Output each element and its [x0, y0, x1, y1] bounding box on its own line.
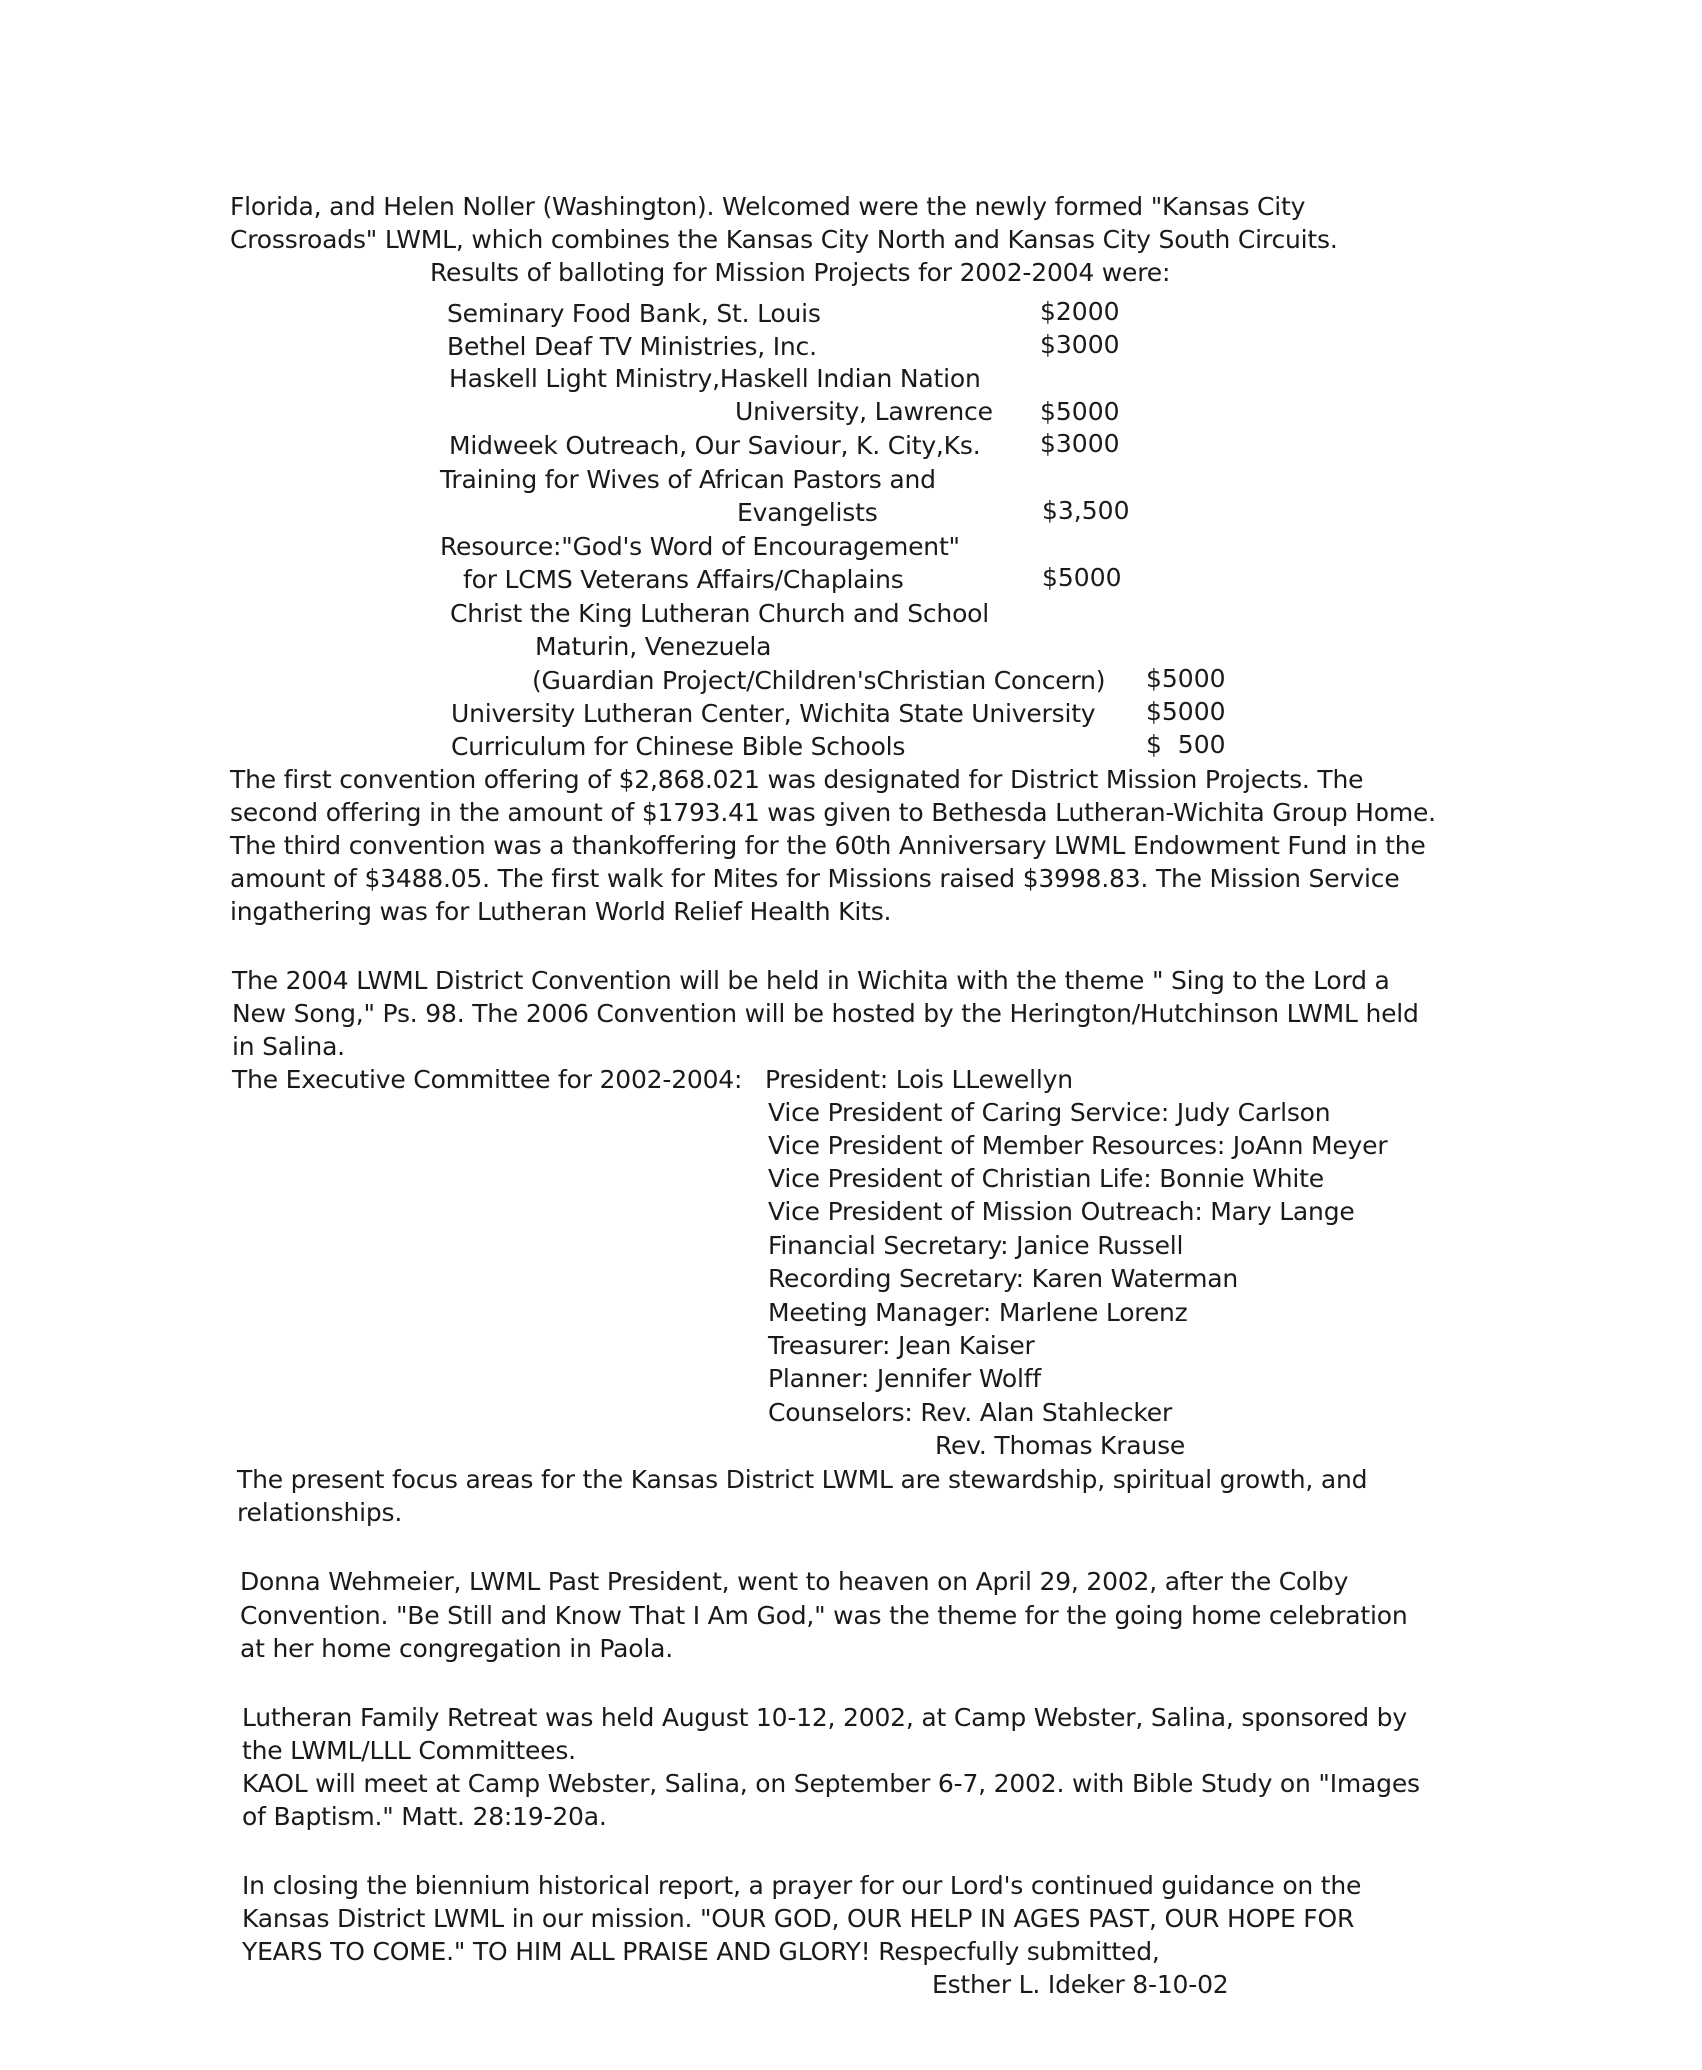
project-amount: $ 500: [1146, 730, 1226, 759]
memorial-line: at her home congregation in Paola.: [240, 1634, 673, 1663]
signature: Esther L. Ideker 8-10-02: [932, 1970, 1229, 1999]
project-name: Christ the King Lutheran Church and School: [450, 599, 990, 628]
project-name: Bethel Deaf TV Ministries, Inc.: [447, 332, 817, 361]
project-amount: $3,500: [1042, 496, 1130, 525]
executive-member: Vice President of Christian Life: Bonnie White: [768, 1164, 1324, 1193]
intro-line: Florida, and Helen Noller (Washington). Welcomed were the newly formed "Kansas City: [230, 192, 1306, 221]
executive-member: Recording Secretary: Karen Waterman: [768, 1264, 1238, 1293]
project-name: University Lutheran Center, Wichita State University: [451, 699, 1096, 728]
executive-member: Counselors: Rev. Alan Stahlecker: [768, 1398, 1173, 1427]
convention-line: The 2004 LWML District Convention will be held in Wichita with the theme " Sing to the Lord a: [232, 966, 1390, 995]
focus-line: relationships.: [237, 1498, 403, 1527]
project-name-cont: for LCMS Veterans Affairs/Chaplains: [463, 565, 904, 594]
closing-line: YEARS TO COME." TO HIM ALL PRAISE AND GLORY! Respecfully submitted,: [242, 1937, 1160, 1966]
project-name-cont: Maturin, Venezuela: [535, 632, 772, 661]
intro-line: Crossroads" LWML, which combines the Kansas City North and Kansas City South Circuits.: [230, 225, 1338, 254]
retreat-line: Lutheran Family Retreat was held August 10-12, 2002, at Camp Webster, Salina, sponsored by: [242, 1703, 1407, 1732]
closing-line: In closing the biennium historical report, a prayer for our Lord's continued guidance on the: [242, 1871, 1362, 1900]
offerings-line: The first convention offering of $2,868.021 was designated for District Mission Projects. The: [230, 765, 1364, 794]
project-name-cont: University, Lawrence: [735, 397, 993, 426]
convention-line: New Song," Ps. 98. The 2006 Convention will be hosted by the Herington/Hutchinson LWML held: [232, 999, 1419, 1028]
project-name-cont: (Guardian Project/Children'sChristian Concern): [532, 666, 1106, 695]
executive-member: Financial Secretary: Janice Russell: [768, 1231, 1184, 1260]
project-name: Haskell Light Ministry,Haskell Indian Nation: [449, 364, 981, 393]
project-name: Curriculum for Chinese Bible Schools: [451, 732, 906, 761]
executive-member: Planner: Jennifer Wolff: [768, 1364, 1041, 1393]
memorial-line: Donna Wehmeier, LWML Past President, went to heaven on April 29, 2002, after the Colby: [240, 1567, 1349, 1596]
retreat-line: the LWML/LLL Committees.: [242, 1736, 576, 1765]
retreat-line: KAOL will meet at Camp Webster, Salina, on September 6-7, 2002. with Bible Study on "Images: [242, 1769, 1420, 1798]
executive-member: President: Lois LLewellyn: [765, 1065, 1073, 1094]
project-amount: $5000: [1146, 697, 1226, 726]
project-name: Midweek Outreach, Our Saviour, K. City,Ks.: [449, 431, 981, 460]
executive-member: Vice President of Member Resources: JoAnn Meyer: [768, 1131, 1388, 1160]
retreat-line: of Baptism." Matt. 28:19-20a.: [242, 1802, 607, 1831]
offerings-line: amount of $3488.05. The first walk for Mites for Missions raised $3998.83. The Mission Service: [230, 864, 1400, 893]
project-amount: $3000: [1040, 429, 1120, 458]
project-name-cont: Evangelists: [737, 498, 878, 527]
executive-member: Vice President of Caring Service: Judy Carlson: [768, 1098, 1331, 1127]
executive-member: Treasurer: Jean Kaiser: [768, 1331, 1035, 1360]
focus-line: The present focus areas for the Kansas District LWML are stewardship, spiritual growth, and: [237, 1465, 1368, 1494]
project-amount: $2000: [1040, 297, 1120, 326]
offerings-line: The third convention was a thankoffering for the 60th Anniversary LWML Endowment Fund in the: [230, 831, 1426, 860]
ballot-heading: Results of balloting for Mission Projects for 2002-2004 were:: [430, 258, 1171, 287]
project-amount: $5000: [1146, 664, 1226, 693]
project-amount: $5000: [1042, 563, 1122, 592]
executive-member: Rev. Thomas Krause: [935, 1431, 1186, 1460]
project-name: Seminary Food Bank, St. Louis: [447, 299, 821, 328]
executive-label: The Executive Committee for 2002-2004:: [232, 1065, 743, 1094]
executive-member: Vice President of Mission Outreach: Mary Lange: [768, 1197, 1355, 1226]
project-name: Training for Wives of African Pastors and: [440, 465, 936, 494]
project-amount: $3000: [1040, 330, 1120, 359]
project-name: Resource:"God's Word of Encouragement": [440, 532, 960, 561]
convention-line: in Salina.: [232, 1032, 345, 1061]
executive-member: Meeting Manager: Marlene Lorenz: [768, 1298, 1188, 1327]
offerings-line: second offering in the amount of $1793.41 was given to Bethesda Lutheran-Wichita Group Home.: [230, 798, 1436, 827]
memorial-line: Convention. "Be Still and Know That I Am God," was the theme for the going home celebration: [240, 1601, 1408, 1630]
offerings-line: ingathering was for Lutheran World Relief Health Kits.: [230, 897, 892, 926]
project-amount: $5000: [1040, 397, 1120, 426]
closing-line: Kansas District LWML in our mission. "OUR GOD, OUR HELP IN AGES PAST, OUR HOPE FOR: [242, 1904, 1355, 1933]
